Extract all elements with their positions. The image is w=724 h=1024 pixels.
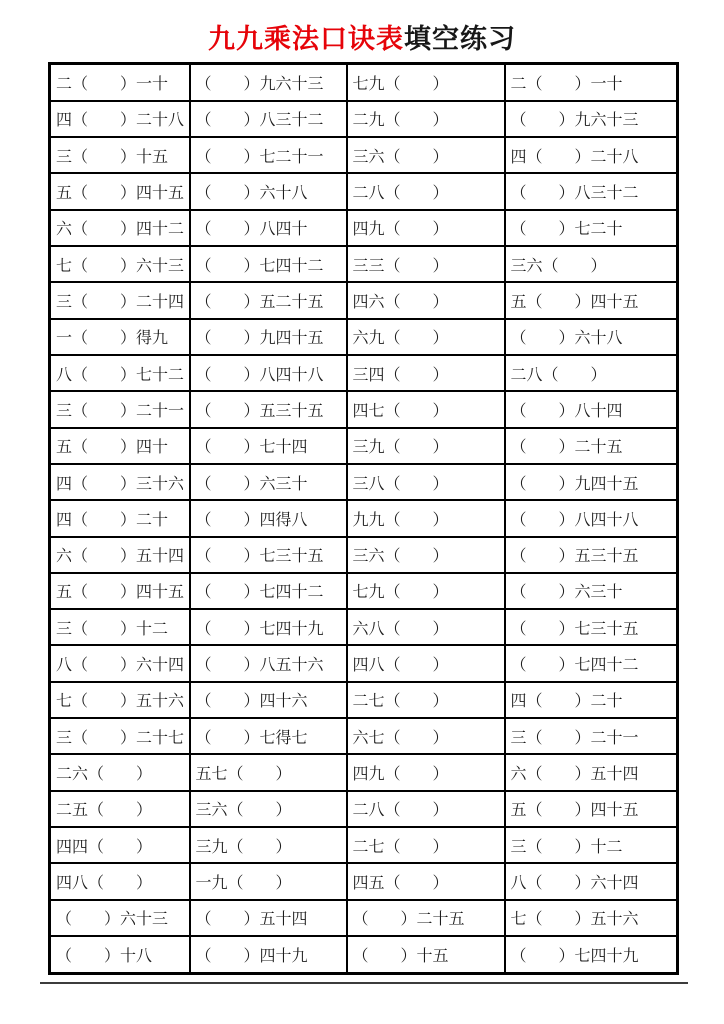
table-cell: （ ）八四十	[190, 210, 347, 246]
table-cell: 四（ ）二十	[505, 682, 678, 718]
table-cell: 三六（ ）	[190, 791, 347, 827]
table-row	[50, 319, 678, 355]
table-row	[50, 682, 678, 718]
table-cell: （ ）八五十六	[190, 645, 347, 681]
table-cell: （ ）八十四	[505, 391, 678, 427]
table-row	[50, 609, 678, 645]
table-cell: 三六（ ）	[347, 137, 505, 173]
page-title	[0, 22, 724, 56]
table-row	[50, 573, 678, 609]
table-cell: 四八（ ）	[347, 645, 505, 681]
table-row	[50, 900, 678, 936]
table-cell: 三（ ）十二	[505, 827, 678, 863]
table-cell: 四（ ）二十八	[505, 137, 678, 173]
table-cell: 三三（ ）	[347, 246, 505, 282]
table-cell: （ ）五二十五	[190, 282, 347, 318]
table-row	[50, 936, 678, 973]
table-row	[50, 718, 678, 754]
table-cell: 六七（ ）	[347, 718, 505, 754]
table-row	[50, 754, 678, 790]
table-cell: （ ）四十六	[190, 682, 347, 718]
table-cell: （ ）六十八	[505, 319, 678, 355]
table-cell: （ ）七四十二	[190, 573, 347, 609]
table-cell: 二八（ ）	[505, 355, 678, 391]
table-cell: （ ）七二十	[505, 210, 678, 246]
table-row	[50, 137, 678, 173]
table-cell: 四（ ）三十六	[50, 464, 190, 500]
table-cell: 二（ ）一十	[505, 64, 678, 101]
table-cell: 三（ ）二十七	[50, 718, 190, 754]
table-cell: 二八（ ）	[347, 791, 505, 827]
table-cell: （ ）九六十三	[505, 101, 678, 137]
table-row	[50, 428, 678, 464]
table-cell: 二五（ ）	[50, 791, 190, 827]
table-cell: 七九（ ）	[347, 573, 505, 609]
table-row	[50, 500, 678, 536]
table-cell: （ ）八四十八	[190, 355, 347, 391]
table-row	[50, 391, 678, 427]
table-cell: 四（ ）二十	[50, 500, 190, 536]
table-row	[50, 282, 678, 318]
table-cell: （ ）五三十五	[505, 537, 678, 573]
table-cell: （ ）八三十二	[190, 101, 347, 137]
table-cell: 七（ ）六十三	[50, 246, 190, 282]
table-cell: 四四（ ）	[50, 827, 190, 863]
table-cell: 三（ ）二十一	[50, 391, 190, 427]
table-cell: 五（ ）四十五	[50, 573, 190, 609]
table-cell: 六（ ）五十四	[505, 754, 678, 790]
table-cell: （ ）七二十一	[190, 137, 347, 173]
table-cell: （ ）七得七	[190, 718, 347, 754]
table-cell: 三（ ）二十一	[505, 718, 678, 754]
table-cell: 二七（ ）	[347, 682, 505, 718]
table-cell: 二八（ ）	[347, 173, 505, 209]
table-cell: 三九（ ）	[347, 428, 505, 464]
table-cell: （ ）六十八	[190, 173, 347, 209]
table-cell: （ ）二十五	[505, 428, 678, 464]
table-row	[50, 246, 678, 282]
table-cell: 三六（ ）	[347, 537, 505, 573]
table-cell: 四九（ ）	[347, 754, 505, 790]
table-cell: 四八（ ）	[50, 863, 190, 899]
table-cell: （ ）七三十五	[505, 609, 678, 645]
table-cell: （ ）七四十九	[505, 936, 678, 973]
table-cell: 三（ ）十二	[50, 609, 190, 645]
table-cell: 二（ ）一十	[50, 64, 190, 101]
table-cell: 五（ ）四十	[50, 428, 190, 464]
table-cell: 三（ ）十五	[50, 137, 190, 173]
table-cell: （ ）八四十八	[505, 500, 678, 536]
multiplication-worksheet-table	[48, 62, 679, 975]
table-cell: 七（ ）五十六	[505, 900, 678, 936]
table-cell: 九九（ ）	[347, 500, 505, 536]
table-cell: 八（ ）七十二	[50, 355, 190, 391]
table-cell: 七九（ ）	[347, 64, 505, 101]
table-cell: 六（ ）四十二	[50, 210, 190, 246]
table-cell: （ ）二十五	[347, 900, 505, 936]
table-cell: 四（ ）二十八	[50, 101, 190, 137]
table-cell: （ ）七四十九	[190, 609, 347, 645]
table-cell: （ ）七四十二	[505, 645, 678, 681]
table-cell: 六九（ ）	[347, 319, 505, 355]
table-cell: （ ）九四十五	[190, 319, 347, 355]
table-row	[50, 210, 678, 246]
table-cell: 三（ ）二十四	[50, 282, 190, 318]
table-cell: 三四（ ）	[347, 355, 505, 391]
table-cell: 四七（ ）	[347, 391, 505, 427]
table-cell: 一（ ）得九	[50, 319, 190, 355]
page-title-rest: 填空练习	[404, 24, 516, 54]
table-cell: 三八（ ）	[347, 464, 505, 500]
table-row	[50, 355, 678, 391]
table-row	[50, 645, 678, 681]
table-cell: 四五（ ）	[347, 863, 505, 899]
table-cell: 二六（ ）	[50, 754, 190, 790]
table-cell: （ ）五三十五	[190, 391, 347, 427]
table-cell: 二九（ ）	[347, 101, 505, 137]
table-cell: 八（ ）六十四	[50, 645, 190, 681]
table-cell: 五（ ）四十五	[505, 791, 678, 827]
table-cell: 一九（ ）	[190, 863, 347, 899]
table-cell: （ ）八三十二	[505, 173, 678, 209]
table-cell: 六（ ）五十四	[50, 537, 190, 573]
table-row	[50, 101, 678, 137]
table-cell: （ ）五十四	[190, 900, 347, 936]
table-cell: 三六（ ）	[505, 246, 678, 282]
table-cell: 五七（ ）	[190, 754, 347, 790]
page-bottom-rule	[40, 982, 688, 984]
table-cell: 四六（ ）	[347, 282, 505, 318]
table-cell: （ ）九四十五	[505, 464, 678, 500]
table-cell: （ ）六十三	[50, 900, 190, 936]
table-cell: 五（ ）四十五	[505, 282, 678, 318]
table-row	[50, 464, 678, 500]
table-cell: 二七（ ）	[347, 827, 505, 863]
table-cell: （ ）四十九	[190, 936, 347, 973]
table-cell: （ ）七四十二	[190, 246, 347, 282]
table-row	[50, 791, 678, 827]
table-cell: 四九（ ）	[347, 210, 505, 246]
table-cell: 六八（ ）	[347, 609, 505, 645]
table-cell: 八（ ）六十四	[505, 863, 678, 899]
table-cell: 五（ ）四十五	[50, 173, 190, 209]
table-row	[50, 863, 678, 899]
table-row	[50, 173, 678, 209]
table-cell: （ ）四得八	[190, 500, 347, 536]
table-cell: （ ）七三十五	[190, 537, 347, 573]
table-cell: （ ）九六十三	[190, 64, 347, 101]
table-cell: 七（ ）五十六	[50, 682, 190, 718]
table-row	[50, 537, 678, 573]
table-cell: （ ）六三十	[505, 573, 678, 609]
page-title-highlight: 九九乘法口诀表	[208, 24, 404, 54]
table-row	[50, 827, 678, 863]
table-cell: （ ）七十四	[190, 428, 347, 464]
table-cell: （ ）十八	[50, 936, 190, 973]
table-cell: 三九（ ）	[190, 827, 347, 863]
table-cell: （ ）六三十	[190, 464, 347, 500]
table-cell: （ ）十五	[347, 936, 505, 973]
table-row	[50, 64, 678, 101]
